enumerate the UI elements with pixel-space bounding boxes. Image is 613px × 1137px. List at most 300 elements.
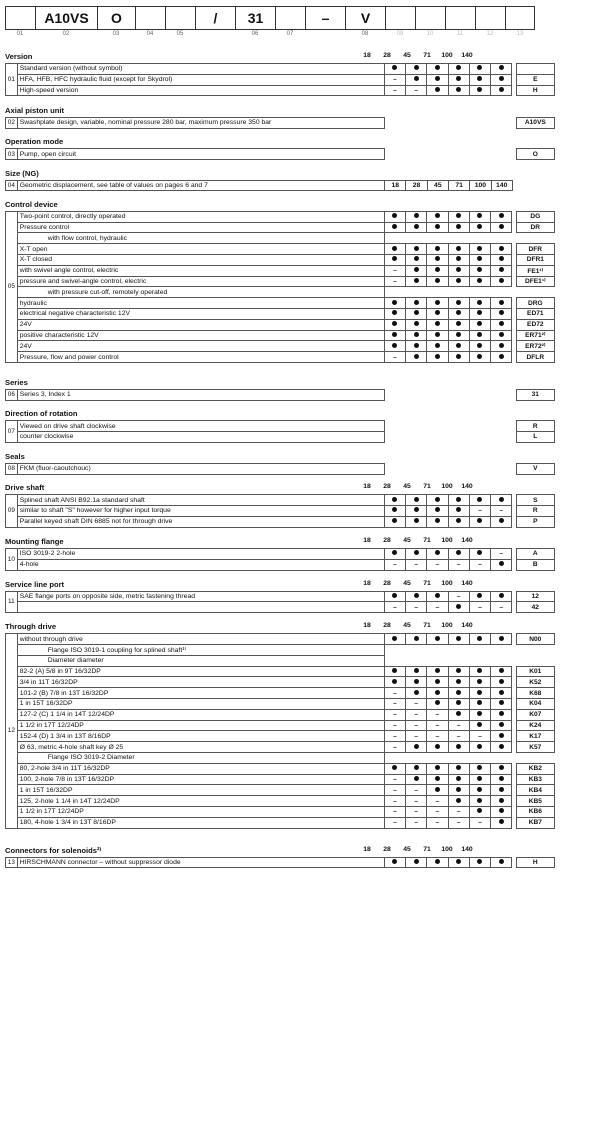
row-label: Pressure control	[17, 222, 384, 233]
size-label: 45	[403, 52, 411, 59]
availability-cell	[448, 634, 469, 645]
availability-cell	[406, 276, 427, 287]
available-dot	[499, 690, 504, 695]
availability-cell	[448, 677, 469, 688]
availability-cell	[406, 591, 427, 602]
availability-cell	[448, 254, 469, 265]
available-dot	[435, 256, 440, 261]
availability-cell: –	[384, 559, 405, 570]
section-title: Operation mode	[5, 137, 64, 147]
available-dot	[414, 636, 419, 641]
availability-cell	[491, 211, 512, 222]
available-dot	[477, 593, 482, 598]
table-row	[6, 211, 555, 222]
available-dot	[414, 332, 419, 337]
availability-cell: –	[384, 602, 405, 613]
available-dot	[499, 744, 504, 749]
availability-cell	[469, 254, 490, 265]
order-key: K68	[516, 688, 554, 699]
size-label: 45	[403, 845, 411, 853]
order-key: DFE1¹⁾	[516, 276, 554, 287]
section-title: Drive shaft	[5, 483, 45, 493]
availability-cell: –	[384, 742, 405, 753]
row-label: Flange ISO 3019-1 coupling for splined shaft¹⁾	[17, 645, 384, 656]
row-label: 82-2 (A) 5/8 in 9T 16/32DP	[17, 666, 384, 677]
code-cell-number: 08	[361, 31, 369, 37]
availability-cell	[406, 634, 427, 645]
code-cell-value	[135, 6, 165, 30]
order-key: K07	[516, 709, 554, 720]
table-row	[6, 645, 555, 656]
availability-cell: –	[469, 559, 490, 570]
availability-cell	[448, 763, 469, 774]
size-label: 18	[363, 845, 371, 853]
order-key: 31	[516, 390, 554, 401]
available-dot	[456, 668, 461, 673]
row-label: similar to shaft "S" however for higher input torque	[17, 505, 384, 516]
availability-cell	[384, 857, 405, 868]
availability-cell	[427, 688, 448, 699]
section-title: Service line port	[5, 579, 65, 589]
availability-cell	[491, 857, 512, 868]
availability-cell	[384, 677, 405, 688]
availability-cell	[448, 709, 469, 720]
availability-cell: –	[406, 817, 427, 828]
availability-cell	[491, 330, 512, 341]
availability-cell	[469, 709, 490, 720]
table-row	[6, 276, 555, 287]
code-cell-number: 07	[286, 31, 294, 37]
availability-cell: –	[384, 352, 405, 363]
order-key: O	[516, 149, 554, 160]
available-dot	[392, 332, 397, 337]
table-row	[6, 463, 555, 474]
availability-cell	[406, 666, 427, 677]
availability-cell	[406, 742, 427, 753]
availability-cell	[491, 244, 512, 255]
order-key: KB4	[516, 785, 554, 796]
availability-cell	[448, 74, 469, 85]
availability-cell: –	[384, 720, 405, 731]
section-title: Connectors for solenoids²⁾	[5, 845, 102, 855]
available-dot	[435, 354, 440, 359]
available-dot	[414, 507, 419, 512]
availability-cell	[384, 341, 405, 352]
section-table	[5, 420, 555, 443]
available-dot	[435, 859, 440, 864]
order-key	[516, 287, 554, 298]
code-cell-number: 04	[146, 31, 154, 37]
code-cell	[305, 6, 345, 37]
table-row	[6, 634, 555, 645]
section-title: Direction of rotation	[5, 409, 78, 419]
available-dot	[477, 787, 482, 792]
table-row	[6, 432, 555, 443]
section-number: 04	[6, 180, 18, 191]
row-label: pressure and swivel-angle control, electric	[17, 276, 384, 287]
order-key: KB7	[516, 817, 554, 828]
code-cell-value	[445, 6, 475, 30]
availability-cell	[406, 516, 427, 527]
availability-cell	[491, 731, 512, 742]
row-label: 101-2 (B) 7/8 in 13T 16/32DP	[17, 688, 384, 699]
availability-cell	[491, 763, 512, 774]
available-dot	[499, 278, 504, 283]
size-header	[357, 622, 477, 629]
availability-cell	[427, 211, 448, 222]
size-label: 18	[363, 52, 371, 59]
code-cell-value	[5, 6, 35, 30]
availability-cell	[384, 463, 405, 474]
table-row	[6, 731, 555, 742]
available-dot	[456, 321, 461, 326]
availability-cell	[406, 352, 427, 363]
availability-cell	[491, 74, 512, 85]
availability-cell	[491, 655, 512, 666]
available-dot	[456, 604, 461, 609]
table-row	[6, 807, 555, 818]
size-label: 71	[423, 579, 431, 587]
availability-cell: 18	[385, 180, 406, 191]
availability-cell: –	[448, 720, 469, 731]
row-label: Parallel keyed shaft DIN 6885 not for through drive	[17, 516, 384, 527]
availability-cell	[469, 276, 490, 287]
table-row	[6, 495, 555, 506]
row-label: 80, 2-hole 3/4 in 11T 16/32DP	[17, 763, 384, 774]
code-cell	[195, 6, 235, 37]
order-key	[516, 753, 554, 764]
available-dot	[477, 711, 482, 716]
order-key: FE1¹⁾	[516, 265, 554, 276]
section-number: 09	[6, 495, 18, 527]
availability-cell: –	[406, 85, 427, 96]
availability-cell	[427, 265, 448, 276]
row-label: Viewed on drive shaft clockwise	[17, 421, 384, 432]
available-dot	[456, 256, 461, 261]
size-label: 140	[461, 845, 473, 853]
available-dot	[477, 700, 482, 705]
availability-cell	[469, 655, 490, 666]
size-label: 28	[383, 52, 391, 59]
order-key: L	[516, 432, 554, 443]
available-dot	[414, 267, 419, 272]
available-dot	[392, 65, 397, 70]
size-label: 71	[423, 622, 431, 630]
size-label: 18	[363, 537, 371, 545]
row-label: Diameter diameter	[17, 655, 384, 666]
availability-cell	[469, 244, 490, 255]
size-header	[357, 846, 477, 853]
available-dot	[392, 310, 397, 315]
availability-cell	[491, 495, 512, 506]
order-code-grid	[5, 6, 535, 37]
availability-cell	[491, 149, 512, 160]
availability-cell: –	[384, 265, 405, 276]
availability-cell	[448, 85, 469, 96]
availability-cell	[469, 341, 490, 352]
available-dot	[477, 744, 482, 749]
section-table	[5, 180, 555, 192]
availability-cell	[448, 549, 469, 560]
availability-cell	[469, 753, 490, 764]
availability-cell	[448, 276, 469, 287]
available-dot	[499, 76, 504, 81]
code-cell	[135, 6, 165, 37]
availability-cell	[448, 308, 469, 319]
section-table	[5, 463, 555, 475]
availability-cell	[469, 677, 490, 688]
availability-cell	[448, 742, 469, 753]
table-row	[6, 117, 555, 128]
availability-cell	[427, 591, 448, 602]
availability-cell: –	[384, 817, 405, 828]
order-key: E	[516, 74, 554, 85]
size-label: 100	[441, 622, 453, 630]
section-table	[5, 117, 555, 129]
available-dot	[392, 246, 397, 251]
availability-cell	[491, 720, 512, 731]
code-cell	[345, 6, 385, 37]
availability-cell	[448, 244, 469, 255]
row-label: 100, 2-hole 7/8 in 13T 16/32DP	[17, 774, 384, 785]
section-table	[5, 591, 555, 614]
section-table	[5, 148, 555, 160]
order-key: K17	[516, 731, 554, 742]
available-dot	[392, 497, 397, 502]
code-cell-value	[165, 6, 195, 30]
row-label	[17, 602, 384, 613]
availability-cell: –	[406, 731, 427, 742]
availability-cell	[491, 265, 512, 276]
section-number: 01	[6, 64, 18, 96]
available-dot	[392, 765, 397, 770]
available-dot	[477, 321, 482, 326]
table-row	[6, 298, 555, 309]
available-dot	[414, 765, 419, 770]
available-dot	[456, 87, 461, 92]
availability-cell	[448, 796, 469, 807]
available-dot	[435, 636, 440, 641]
available-dot	[477, 224, 482, 229]
available-dot	[414, 859, 419, 864]
size-label: 71	[423, 845, 431, 853]
available-dot	[477, 518, 482, 523]
availability-cell	[427, 505, 448, 516]
availability-cell	[427, 655, 448, 666]
availability-cell	[406, 495, 427, 506]
available-dot	[477, 267, 482, 272]
section-number: 03	[6, 149, 18, 160]
availability-cell	[427, 222, 448, 233]
availability-cell: –	[469, 505, 490, 516]
availability-cell	[384, 390, 405, 401]
availability-cell	[469, 645, 490, 656]
availability-cell: –	[448, 591, 469, 602]
available-dot	[499, 300, 504, 305]
available-dot	[499, 497, 504, 502]
order-key: 42	[516, 602, 554, 613]
available-dot	[392, 518, 397, 523]
row-label: with flow control, hydraulic	[17, 233, 384, 244]
table-row	[6, 319, 555, 330]
available-dot	[477, 808, 482, 813]
order-key: KB3	[516, 774, 554, 785]
availability-cell	[427, 390, 448, 401]
availability-cell: –	[384, 709, 405, 720]
availability-cell	[406, 549, 427, 560]
availability-cell	[491, 390, 512, 401]
availability-cell	[448, 602, 469, 613]
available-dot	[392, 859, 397, 864]
size-label: 28	[383, 537, 391, 545]
table-row	[6, 688, 555, 699]
table-row	[6, 774, 555, 785]
available-dot	[435, 744, 440, 749]
order-key: A10VS	[516, 117, 554, 128]
size-label: 28	[383, 483, 391, 491]
available-dot	[435, 776, 440, 781]
available-dot	[456, 246, 461, 251]
available-dot	[456, 636, 461, 641]
section-number: 10	[6, 549, 18, 571]
available-dot	[477, 332, 482, 337]
row-label: 4-hole	[17, 559, 384, 570]
availability-cell	[406, 319, 427, 330]
availability-cell	[448, 857, 469, 868]
available-dot	[499, 267, 504, 272]
table-row	[6, 817, 555, 828]
availability-cell	[469, 785, 490, 796]
section-number: 02	[6, 117, 18, 128]
section-number: 05	[6, 211, 18, 362]
availability-cell	[406, 298, 427, 309]
row-label: 1 in 15T 16/32DP	[17, 785, 384, 796]
availability-cell	[427, 763, 448, 774]
size-header	[357, 537, 477, 544]
availability-cell: 140	[491, 180, 512, 191]
available-dot	[477, 76, 482, 81]
availability-cell	[406, 265, 427, 276]
available-dot	[477, 246, 482, 251]
table-row	[6, 265, 555, 276]
availability-cell	[384, 211, 405, 222]
available-dot	[414, 246, 419, 251]
availability-cell	[491, 319, 512, 330]
available-dot	[392, 507, 397, 512]
availability-cell	[469, 549, 490, 560]
row-label: 3/4 in 11T 16/32DP	[17, 677, 384, 688]
code-cell-number: 05	[176, 31, 184, 37]
table-row	[6, 421, 555, 432]
availability-cell	[491, 666, 512, 677]
availability-cell	[469, 298, 490, 309]
available-dot	[456, 343, 461, 348]
availability-cell	[469, 85, 490, 96]
available-dot	[435, 679, 440, 684]
order-key	[516, 645, 554, 656]
available-dot	[477, 550, 482, 555]
availability-cell	[448, 785, 469, 796]
availability-cell	[406, 117, 427, 128]
row-label: Pressure, flow and power control	[17, 352, 384, 363]
availability-cell	[448, 432, 469, 443]
order-key: ED72	[516, 319, 554, 330]
order-key: ED71	[516, 308, 554, 319]
availability-cell: –	[384, 774, 405, 785]
row-label: 24V	[17, 319, 384, 330]
available-dot	[456, 507, 461, 512]
row-label: 1 in 15T 16/32DP	[17, 699, 384, 710]
availability-cell: –	[427, 602, 448, 613]
availability-cell	[406, 64, 427, 75]
available-dot	[414, 278, 419, 283]
table-row	[6, 516, 555, 527]
code-cell-number: 03	[112, 31, 120, 37]
table-row	[6, 720, 555, 731]
section-table	[5, 857, 555, 869]
row-label: High-speed version	[17, 85, 384, 96]
availability-cell: –	[491, 549, 512, 560]
availability-cell	[427, 645, 448, 656]
available-dot	[456, 213, 461, 218]
table-row	[6, 352, 555, 363]
order-key: K24	[516, 720, 554, 731]
available-dot	[499, 65, 504, 70]
available-dot	[414, 744, 419, 749]
table-row	[6, 287, 555, 298]
availability-cell: –	[384, 85, 405, 96]
availability-cell	[427, 857, 448, 868]
available-dot	[499, 798, 504, 803]
table-row	[6, 602, 555, 613]
availability-cell: 45	[427, 180, 448, 191]
availability-cell	[491, 774, 512, 785]
row-label: FKM (fluor-caoutchouc)	[17, 463, 384, 474]
order-key: K01	[516, 666, 554, 677]
availability-cell: –	[469, 602, 490, 613]
availability-cell	[406, 655, 427, 666]
availability-cell	[469, 495, 490, 506]
availability-cell	[384, 645, 405, 656]
code-cell	[445, 6, 475, 37]
size-label: 140	[461, 622, 473, 630]
availability-cell	[469, 807, 490, 818]
availability-cell	[491, 222, 512, 233]
availability-cell	[469, 591, 490, 602]
available-dot	[477, 798, 482, 803]
available-dot	[414, 518, 419, 523]
order-key	[517, 180, 555, 191]
availability-cell	[469, 265, 490, 276]
available-dot	[477, 300, 482, 305]
available-dot	[392, 679, 397, 684]
available-dot	[456, 765, 461, 770]
available-dot	[499, 87, 504, 92]
availability-cell	[469, 763, 490, 774]
row-label: 125, 2-hole 1 1/4 in 14T 12/24DP	[17, 796, 384, 807]
available-dot	[456, 859, 461, 864]
available-dot	[456, 310, 461, 315]
availability-cell	[448, 688, 469, 699]
availability-cell	[384, 591, 405, 602]
availability-cell: –	[491, 505, 512, 516]
available-dot	[456, 332, 461, 337]
size-header	[357, 52, 477, 59]
section-number: 08	[6, 463, 18, 474]
available-dot	[499, 808, 504, 813]
availability-cell	[406, 244, 427, 255]
available-dot	[414, 256, 419, 261]
